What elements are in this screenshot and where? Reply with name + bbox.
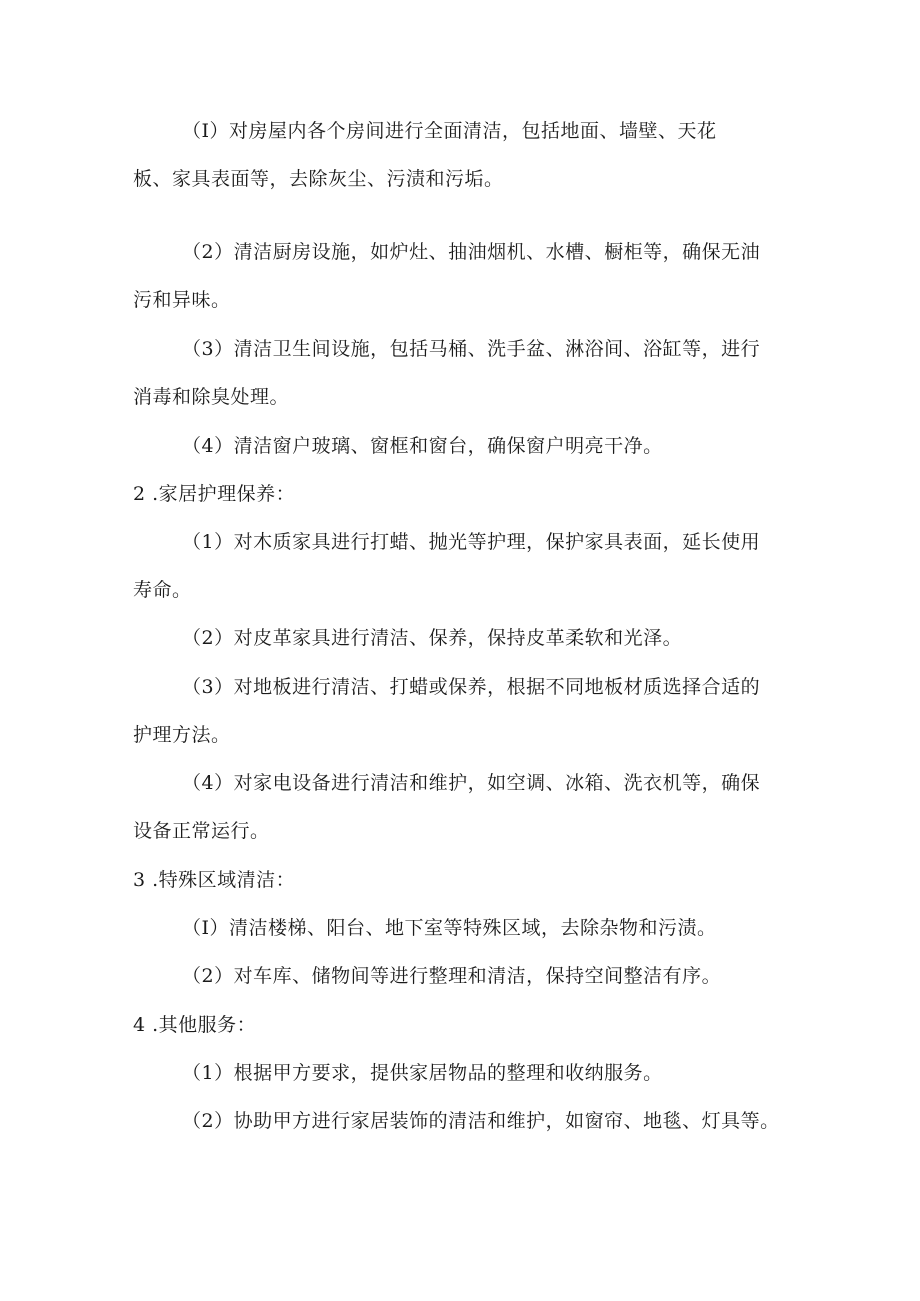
paragraph-8-line-2: 设备正常运行。 — [133, 820, 270, 842]
paragraph-3-line-1: （3）清洁卫生间设施，包括马桶、洗手盆、淋浴间、浴缸等，进行 — [182, 338, 761, 360]
paragraph-3-line-2: 消毒和除臭处理。 — [133, 386, 290, 408]
paragraph-1-line-1: （I）对房屋内各个房间进行全面清洁，包括地面、墙壁、天花 — [182, 120, 717, 142]
paragraph-7-line-2: 护理方法。 — [133, 724, 231, 746]
paragraph-10-line-1: （2）对车库、储物间等进行整理和清洁，保持空间整洁有序。 — [182, 965, 722, 987]
paragraph-2-line-1: （2）清洁厨房设施，如炉灶、抽油烟机、水槽、橱柜等，确保无油 — [182, 241, 761, 263]
paragraph-11-line-1: （1）根据甲方要求，提供家居物品的整理和收纳服务。 — [182, 1062, 663, 1084]
paragraph-12-line-1: （2）协助甲方进行家居装饰的清洁和维护，如窗帘、地毯、灯具等。 — [182, 1110, 780, 1132]
section-heading-3: 3 .特殊区域清洁： — [133, 869, 296, 891]
paragraph-6-line-1: （2）对皮革家具进行清洁、保养，保持皮革柔软和光泽。 — [182, 627, 683, 649]
paragraph-8-line-1: （4）对家电设备进行清洁和维护，如空调、冰箱、洗衣机等，确保 — [182, 772, 761, 794]
paragraph-5-line-1: （1）对木质家具进行打蜡、抛光等护理，保护家具表面，延长使用 — [182, 531, 761, 553]
paragraph-7-line-1: （3）对地板进行清洁、打蜡或保养，根据不同地板材质选择合适的 — [182, 676, 761, 698]
paragraph-2-line-2: 污和异味。 — [133, 289, 231, 311]
section-heading-2: 2 .家居护理保养： — [133, 483, 296, 505]
paragraph-5-line-2: 寿命。 — [133, 579, 192, 601]
paragraph-4-line-1: （4）清洁窗户玻璃、窗框和窗台，确保窗户明亮干净。 — [182, 435, 663, 457]
section-heading-4: 4 .其他服务： — [133, 1014, 257, 1036]
paragraph-9-line-1: （I）清洁楼梯、阳台、地下室等特殊区域，去除杂物和污渍。 — [182, 917, 717, 939]
paragraph-1-line-2: 板、家具表面等，去除灰尘、污渍和污垢。 — [133, 168, 504, 190]
